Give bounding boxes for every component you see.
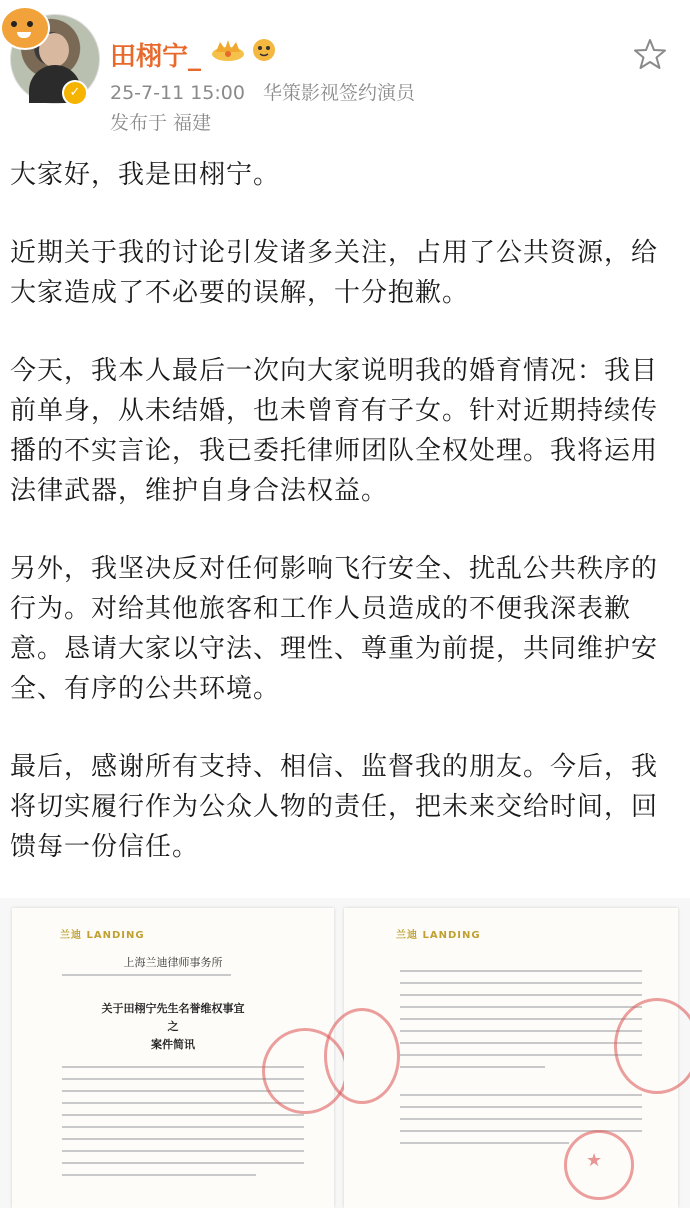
doc-title-line2: 之 <box>167 1020 179 1033</box>
user-name[interactable]: 田栩宁_ <box>110 42 202 72</box>
post-paragraph: 近期关于我的讨论引发诸多关注，占用了公共资源，给大家造成了不必要的误解，十分抱歉。 <box>10 238 659 308</box>
crown-badge-icon <box>210 38 246 62</box>
notice-box <box>62 974 304 986</box>
firm-logo: 兰迪 LANDING <box>396 930 481 941</box>
post-paragraph: 大家好，我是田栩宁。 <box>10 160 281 190</box>
doc-title-line3: 案件简讯 <box>151 1038 195 1051</box>
post-paragraph: 另外，我坚决反对任何影响飞行安全、扰乱公共秩序的行为。对给其他旅客和工作人员造成的不便我深表歉意。恳请大家以守法、理性、尊重为前提，共同维护安全、有序的公共环境。 <box>10 554 659 704</box>
star-icon[interactable] <box>632 36 668 72</box>
document-image-1[interactable] <box>12 908 334 1208</box>
red-seal-stamp <box>324 1008 400 1104</box>
firm-name: 上海兰迪律师事务所 <box>123 956 223 969</box>
attached-images <box>0 898 690 1208</box>
user-title: 华策影视签约演员 <box>263 82 416 104</box>
post-timestamp: 25-7-11 15:00 <box>110 82 245 104</box>
post-paragraph: 今天，我本人最后一次向大家说明我的婚育情况：我目前单身，从未结婚，也未曾育有子女。针对近期持续传播的不实言论，我已委托律师团队全权处理。我将运用法律武器，维护自身合法权益。 <box>10 356 659 506</box>
seal-star-icon: ★ <box>586 1150 603 1171</box>
document-image-2[interactable] <box>344 908 678 1208</box>
post-paragraph: 最后，感谢所有支持、相信、监督我的朋友。今后，我将切实履行作为公众人物的责任，把未来交给时间，回馈每一份信任。 <box>10 752 659 862</box>
post-header <box>0 0 690 150</box>
red-seal-stamp <box>614 998 690 1094</box>
post-meta <box>110 78 427 105</box>
tiger-pendant-icon <box>0 6 50 50</box>
firm-logo: 兰迪 LANDING <box>60 930 145 941</box>
verified-badge-icon: ✓ <box>62 80 88 106</box>
post-location: 发布于 福建 <box>110 112 212 134</box>
doc-body-text <box>400 970 642 1078</box>
fish-badge-icon <box>250 36 278 64</box>
doc-title-line1: 关于田栩宁先生名誉维权事宜 <box>101 1002 245 1015</box>
post-body <box>10 155 680 905</box>
